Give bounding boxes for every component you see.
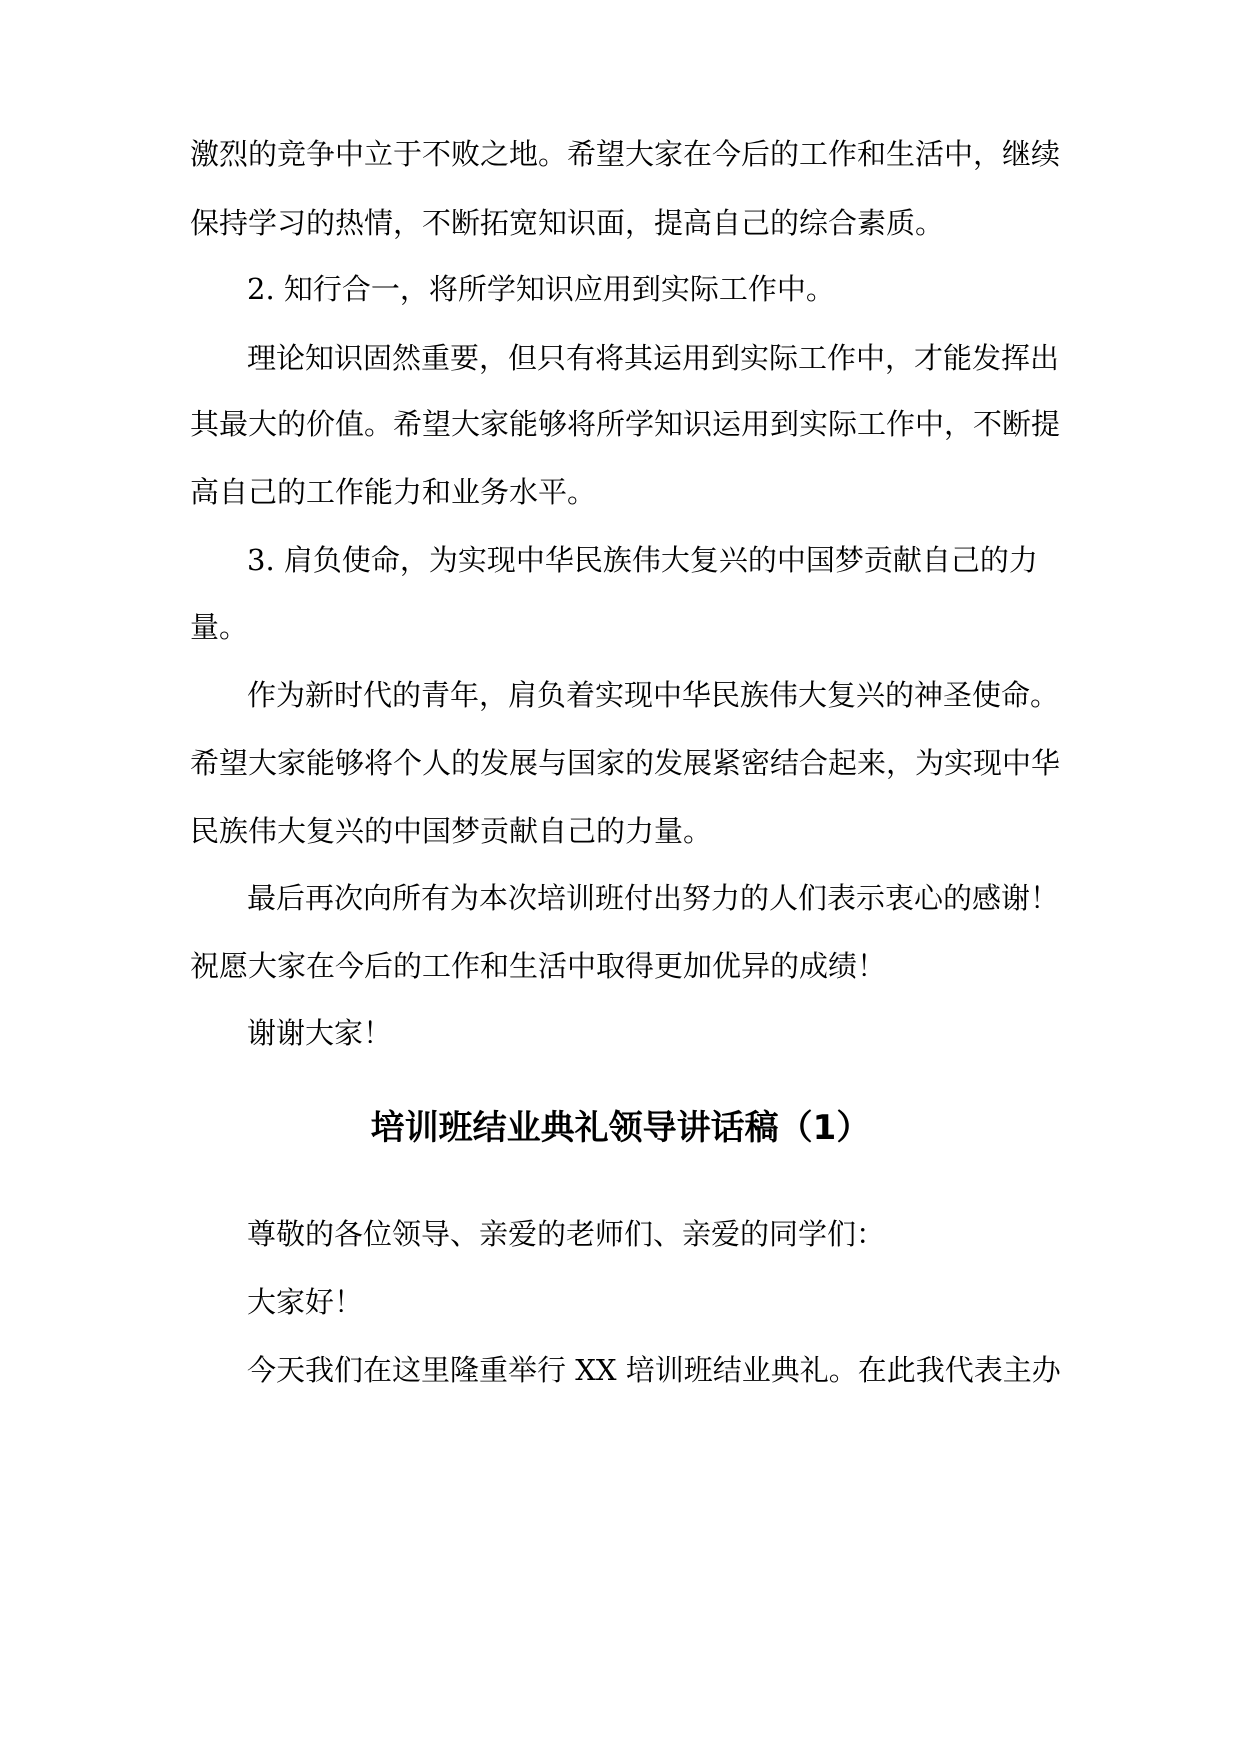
text-line: 最后再次向所有为本次培训班付出努力的人们表示衷心的感谢！ [247,881,1060,915]
text-line: 激烈的竞争中立于不败之地。希望大家在今后的工作和生活中，继续 [190,137,1061,171]
text-line: 今天我们在这里隆重举行 XX 培训班结业典礼。在此我代表主办 [247,1353,1061,1387]
text-line: 高自己的工作能力和业务水平。 [190,475,597,509]
text-line: 保持学习的热情，不断拓宽知识面，提高自己的综合素质。 [190,206,945,240]
text-line: 其最大的价值。希望大家能够将所学知识运用到实际工作中，不断提 [190,407,1061,441]
list-item-3: 3. 肩负使命，为实现中华民族伟大复兴的中国梦贡献自己的力 [247,543,1038,577]
text-line: 量。 [190,610,249,644]
list-item-2: 2. 知行合一，将所学知识应用到实际工作中。 [247,272,835,306]
text-line: 希望大家能够将个人的发展与国家的发展紧密结合起来，为实现中华 [190,746,1061,780]
text-line: 理论知识固然重要，但只有将其运用到实际工作中，才能发挥出 [247,341,1060,375]
greeting: 大家好！ [247,1285,364,1319]
text-line: 作为新时代的青年，肩负着实现中华民族伟大复兴的神圣使命。 [247,678,1060,712]
section-heading: 培训班结业典礼领导讲话稿（1） [370,1108,871,1148]
closing-thanks: 谢谢大家！ [247,1016,393,1050]
salutation: 尊敬的各位领导、亲爱的老师们、亲爱的同学们： [247,1217,886,1251]
text-line: 祝愿大家在今后的工作和生活中取得更加优异的成绩！ [190,949,887,983]
text-line: 民族伟大复兴的中国梦贡献自己的力量。 [190,814,713,848]
